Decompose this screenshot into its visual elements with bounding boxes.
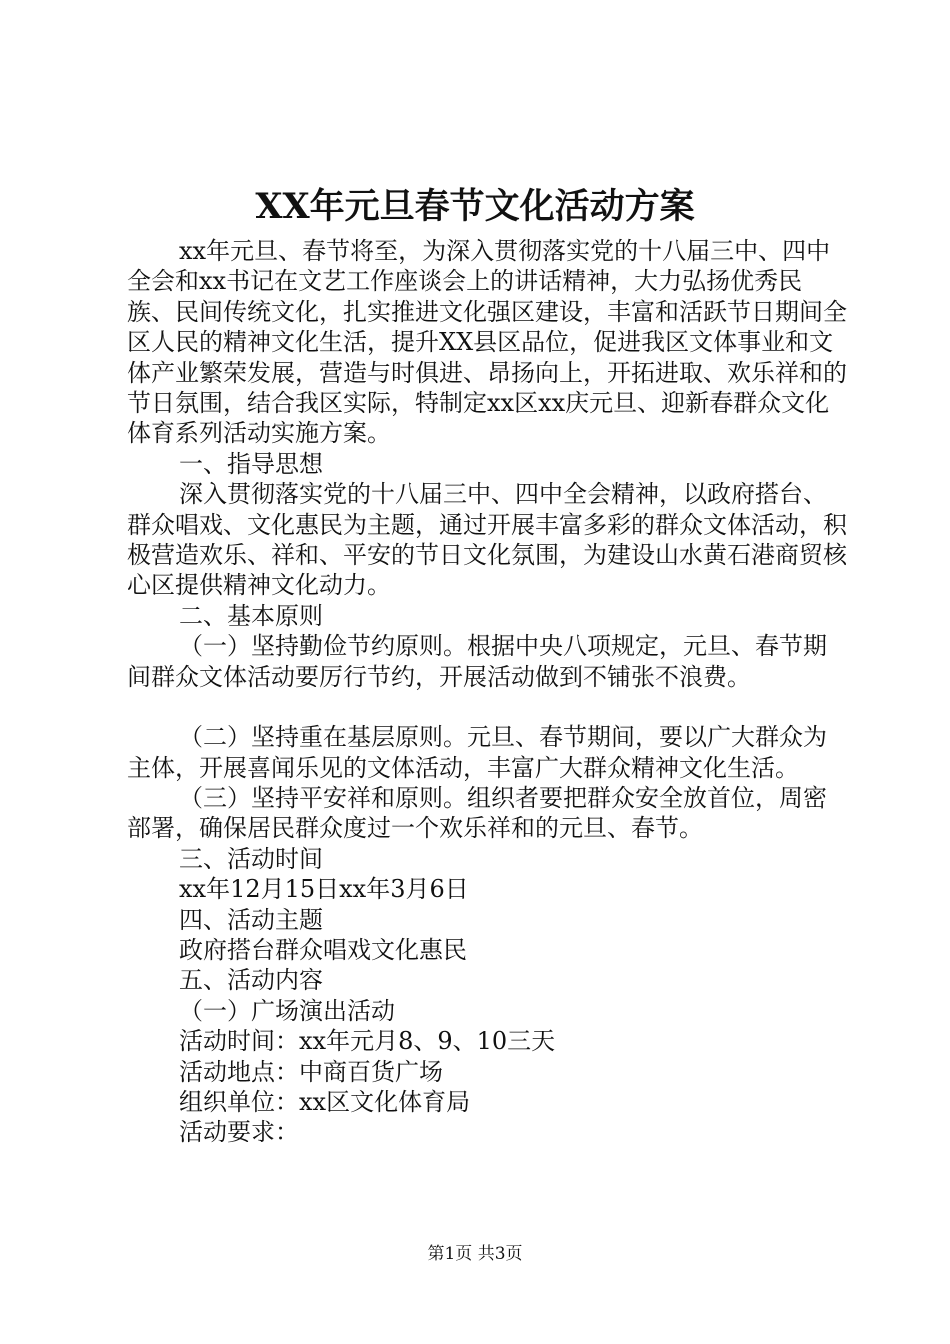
event-time-line: 活动时间：xx年元月8、9、10三天 [179,1027,556,1056]
section-heading-activity-content: 五、活动内容 [179,966,323,995]
section-heading-guiding-ideology: 一、指导思想 [179,449,323,478]
page-footer: 第1页 共3页 [427,1244,523,1264]
intro-paragraph: xx年元旦、春节将至，为深入贯彻落实党的十八届三中、四中全会和xx书记在文艺工作座谈会上的讲话精神，大力弘扬优秀民族、民间传统文化，扎实推进文化强区建设，丰富和活跃节日期间全区人民的精神文化生活，提升XX县区品位，促进我区文体事业和文体产业繁荣发展，营造与时俱进、昂扬向上，开拓进取、欢乐祥和的节日氛围，结合我区实际，特制定xx区xx庆元旦、迎新春群众文化体育系列活动实施方案。 [127,237,847,448]
event-location-line: 活动地点：中商百货广场 [179,1057,443,1086]
principle-3-paragraph: （三）坚持平安祥和原则。组织者要把群众安全放首位，周密部署，确保居民群众度过一个欢乐祥和的元旦、春节。 [127,783,827,843]
section-heading-activity-theme: 四、活动主题 [179,905,323,934]
section-heading-basic-principles: 二、基本原则 [179,601,323,630]
principle-2-paragraph: （二）坚持重在基层原则。元旦、春节期间，要以广大群众为主体，开展喜闻乐见的文体活动，丰富广大群众精神文化生活。 [127,723,827,782]
principle-1-paragraph: （一）坚持勤俭节约原则。根据中央八项规定，元旦、春节期间群众文体活动要厉行节约，开展活动做到不铺张不浪费。 [127,632,827,691]
event-organizer-line: 组织单位：xx区文化体育局 [179,1087,471,1116]
event-requirements-line: 活动要求： [179,1118,299,1147]
guiding-ideology-paragraph: 深入贯彻落实党的十八届三中、四中全会精神，以政府搭台、群众唱戏、文化惠民为主题，通过开展丰富多彩的群众文体活动，积极营造欢乐、祥和、平安的节日文化氛围，为建设山水黄石港商贸核心区提供精神文化动力。 [127,480,847,600]
subsection-heading-square-performance: （一）广场演出活动 [179,996,395,1025]
activity-time-value: xx年12月15日xx年3月6日 [179,875,469,904]
activity-theme-value: 政府搭台群众唱戏文化惠民 [179,935,467,964]
document-body [127,236,849,1148]
paragraph-spacer [127,692,849,722]
section-heading-activity-time: 三、活动时间 [179,844,323,873]
document-title: XX年元旦春节文化活动方案 [255,186,695,227]
